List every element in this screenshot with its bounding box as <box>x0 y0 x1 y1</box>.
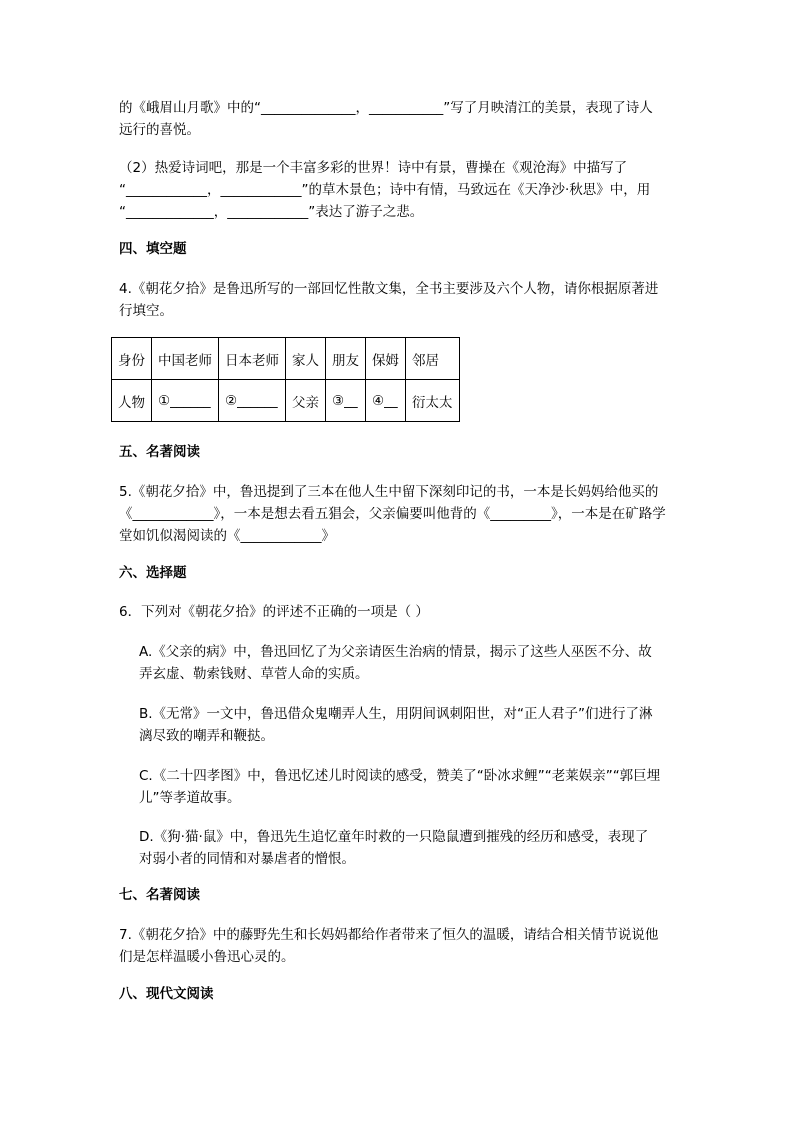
section7-heading: 七、名著阅读 <box>119 887 200 903</box>
table-cell: 家人 <box>286 338 326 380</box>
q7-line1: 7.《朝花夕拾》中的藤野先生和长妈妈都给作者带来了恒久的温暖，请结合相关情节说说他 <box>119 927 659 943</box>
table-cell: 人物 <box>112 380 152 422</box>
option-a-line2: 弄玄虚、勒索钱财、草菅人命的实质。 <box>139 666 369 682</box>
section4-heading: 四、填空题 <box>119 241 187 257</box>
q5-line1: 5.《朝花夕拾》中，鲁迅提到了三本在他人生中留下深刻印记的书，一本是长妈妈给他买的 <box>119 484 659 500</box>
table-cell: ③__ <box>326 380 366 422</box>
q4-line2: 行填空。 <box>119 303 173 319</box>
option-d-line1: D.《狗·猫·鼠》中，鲁迅先生追忆童年时救的一只隐鼠遭到摧残的经历和感受，表现了 <box>139 829 649 845</box>
q3-part2-line2: “____________，____________”的草木景色；诗中有情，马致远在《天净沙·秋思》中，用 <box>119 182 651 198</box>
table-cell: ②______ <box>219 380 286 422</box>
table-cell: ④__ <box>366 380 406 422</box>
section6-heading: 六、选择题 <box>119 565 187 581</box>
option-c-line2: 儿”等孝道故事。 <box>139 790 241 806</box>
q3-cont-line1: 的《峨眉山月歌》中的“______________，___________”写了月映清江的美景，表现了诗人 <box>119 100 653 116</box>
q6-stem: 6．下列对《朝花夕拾》的评述不正确的一项是（ ） <box>119 604 429 620</box>
table-row <box>112 338 460 380</box>
option-c-line1: C.《二十四孝图》中，鲁迅忆述儿时阅读的感受，赞美了“卧冰求鲤”“老莱娱亲”“郭巨埋 <box>139 768 661 784</box>
table-cell: 中国老师 <box>152 338 219 380</box>
q5-line2: 《____________》，一本是想去看五猖会，父亲偏要叫他背的《_________》，一本是在矿路学 <box>119 506 666 522</box>
table-cell: 父亲 <box>286 380 326 422</box>
table-cell: ①______ <box>152 380 219 422</box>
option-b-line2: 漓尽致的嘲弄和鞭挞。 <box>139 728 274 744</box>
option-b-line1: B.《无常》一文中，鲁迅借众鬼嘲弄人生，用阴间讽刺阳世，对“正人君子”们进行了淋 <box>139 706 653 722</box>
table-row <box>112 380 460 422</box>
table-cell: 日本老师 <box>219 338 286 380</box>
table-cell: 衍太太 <box>406 380 460 422</box>
section5-heading: 五、名著阅读 <box>119 444 200 460</box>
table-cell: 朋友 <box>326 338 366 380</box>
q7-line2: 们是怎样温暖小鲁迅心灵的。 <box>119 949 295 965</box>
option-d-line2: 对弱小者的同情和对暴虐者的憎恨。 <box>139 851 355 867</box>
option-a-line1: A.《父亲的病》中，鲁迅回忆了为父亲请医生治病的情景，揭示了这些人巫医不分、故 <box>139 644 652 660</box>
q4-line1: 4.《朝花夕拾》是鲁迅所写的一部回忆性散文集，全书主要涉及六个人物，请你根据原著进 <box>119 281 659 297</box>
q3-part2-line1: （2）热爱诗词吧，那是一个丰富多彩的世界！诗中有景，曹操在《观沧海》中描写了 <box>119 160 628 176</box>
table-cell: 身份 <box>112 338 152 380</box>
q3-part2-line3: “_____________，____________”表达了游子之悲。 <box>119 204 424 220</box>
section8-heading: 八、现代文阅读 <box>119 986 214 1002</box>
character-table <box>111 337 460 422</box>
q3-cont-line2: 远行的喜悦。 <box>119 122 200 138</box>
q5-line3: 堂如饥似渴阅读的《____________》 <box>119 528 335 544</box>
table-cell: 邻居 <box>406 338 460 380</box>
table-cell: 保姆 <box>366 338 406 380</box>
